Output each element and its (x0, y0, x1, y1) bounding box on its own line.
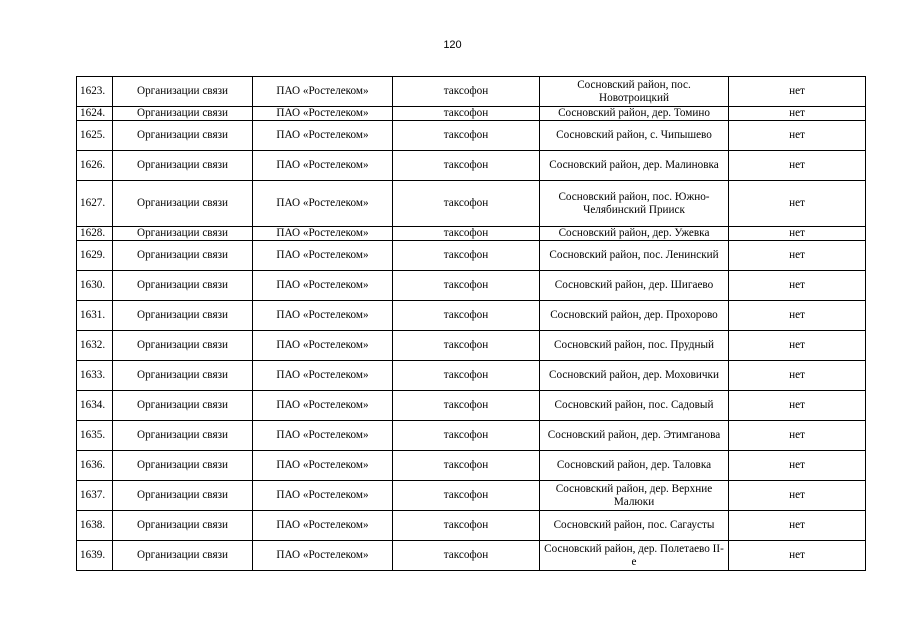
object-cell: таксофон (393, 121, 540, 151)
value-cell: нет (729, 241, 866, 271)
table-row (77, 391, 866, 421)
table-row (77, 361, 866, 391)
row-number: 1625. (77, 121, 113, 151)
value-cell: нет (729, 511, 866, 541)
row-number: 1630. (77, 271, 113, 301)
object-cell: таксофон (393, 451, 540, 481)
value-cell: нет (729, 271, 866, 301)
organization-cell: ПАО «Ростелеком» (253, 331, 393, 361)
table-row (77, 107, 866, 121)
location-cell: Сосновский район, пос. Прудный (540, 331, 729, 361)
value-cell: нет (729, 227, 866, 241)
object-cell: таксофон (393, 77, 540, 107)
object-cell: таксофон (393, 541, 540, 571)
organization-cell: ПАО «Ростелеком» (253, 271, 393, 301)
category-cell: Организации связи (113, 271, 253, 301)
row-number: 1631. (77, 301, 113, 331)
category-cell: Организации связи (113, 421, 253, 451)
location-cell: Сосновский район, дер. Томино (540, 107, 729, 121)
table-row (77, 151, 866, 181)
table-row (77, 301, 866, 331)
organization-cell: ПАО «Ростелеком» (253, 151, 393, 181)
row-number: 1623. (77, 77, 113, 107)
category-cell: Организации связи (113, 107, 253, 121)
object-cell: таксофон (393, 241, 540, 271)
row-number: 1637. (77, 481, 113, 511)
organization-cell: ПАО «Ростелеком» (253, 451, 393, 481)
object-cell: таксофон (393, 331, 540, 361)
location-cell: Сосновский район, дер. Ужевка (540, 227, 729, 241)
value-cell: нет (729, 181, 866, 227)
location-cell: Сосновский район, пос. Ленинский (540, 241, 729, 271)
category-cell: Организации связи (113, 331, 253, 361)
location-cell: Сосновский район, дер. Таловка (540, 451, 729, 481)
object-cell: таксофон (393, 181, 540, 227)
object-cell: таксофон (393, 511, 540, 541)
organization-cell: ПАО «Ростелеком» (253, 511, 393, 541)
category-cell: Организации связи (113, 511, 253, 541)
table-row (77, 77, 866, 107)
row-number: 1639. (77, 541, 113, 571)
row-number: 1629. (77, 241, 113, 271)
category-cell: Организации связи (113, 121, 253, 151)
data-table (76, 76, 866, 571)
category-cell: Организации связи (113, 151, 253, 181)
table-row (77, 181, 866, 227)
location-cell: Сосновский район, дер. Моховички (540, 361, 729, 391)
location-cell: Сосновский район, дер. Малиновка (540, 151, 729, 181)
table-body (77, 77, 866, 571)
location-cell: Сосновский район, пос. Садовый (540, 391, 729, 421)
organization-cell: ПАО «Ростелеком» (253, 121, 393, 151)
organization-cell: ПАО «Ростелеком» (253, 361, 393, 391)
table-row (77, 241, 866, 271)
value-cell: нет (729, 481, 866, 511)
value-cell: нет (729, 391, 866, 421)
category-cell: Организации связи (113, 391, 253, 421)
object-cell: таксофон (393, 391, 540, 421)
object-cell: таксофон (393, 271, 540, 301)
table-row (77, 271, 866, 301)
table-row (77, 421, 866, 451)
organization-cell: ПАО «Ростелеком» (253, 77, 393, 107)
location-cell: Сосновский район, с. Чипышево (540, 121, 729, 151)
category-cell: Организации связи (113, 451, 253, 481)
location-cell: Сосновский район, дер. Шигаево (540, 271, 729, 301)
object-cell: таксофон (393, 227, 540, 241)
value-cell: нет (729, 541, 866, 571)
value-cell: нет (729, 331, 866, 361)
category-cell: Организации связи (113, 227, 253, 241)
row-number: 1632. (77, 331, 113, 361)
category-cell: Организации связи (113, 541, 253, 571)
organization-cell: ПАО «Ростелеком» (253, 241, 393, 271)
table-row (77, 481, 866, 511)
value-cell: нет (729, 301, 866, 331)
organization-cell: ПАО «Ростелеком» (253, 227, 393, 241)
category-cell: Организации связи (113, 181, 253, 227)
row-number: 1626. (77, 151, 113, 181)
location-cell: Сосновский район, дер. Прохорово (540, 301, 729, 331)
category-cell: Организации связи (113, 301, 253, 331)
object-cell: таксофон (393, 421, 540, 451)
row-number: 1634. (77, 391, 113, 421)
row-number: 1633. (77, 361, 113, 391)
category-cell: Организации связи (113, 77, 253, 107)
location-cell: Сосновский район, дер. Верхние Малюки (540, 481, 729, 511)
object-cell: таксофон (393, 481, 540, 511)
organization-cell: ПАО «Ростелеком» (253, 481, 393, 511)
organization-cell: ПАО «Ростелеком» (253, 301, 393, 331)
object-cell: таксофон (393, 361, 540, 391)
value-cell: нет (729, 107, 866, 121)
table-row (77, 451, 866, 481)
row-number: 1636. (77, 451, 113, 481)
value-cell: нет (729, 77, 866, 107)
organization-cell: ПАО «Ростелеком» (253, 541, 393, 571)
table-row (77, 227, 866, 241)
location-cell: Сосновский район, пос. Сагаусты (540, 511, 729, 541)
row-number: 1635. (77, 421, 113, 451)
value-cell: нет (729, 151, 866, 181)
object-cell: таксофон (393, 107, 540, 121)
organization-cell: ПАО «Ростелеком» (253, 391, 393, 421)
object-cell: таксофон (393, 301, 540, 331)
location-cell: Сосновский район, пос. Новотроицкий (540, 77, 729, 107)
value-cell: нет (729, 421, 866, 451)
table-row (77, 121, 866, 151)
location-cell: Сосновский район, пос. Южно-Челябинский Прииск (540, 181, 729, 227)
category-cell: Организации связи (113, 241, 253, 271)
object-cell: таксофон (393, 151, 540, 181)
value-cell: нет (729, 451, 866, 481)
table-row (77, 541, 866, 571)
value-cell: нет (729, 361, 866, 391)
row-number: 1624. (77, 107, 113, 121)
organization-cell: ПАО «Ростелеком» (253, 181, 393, 227)
page-number: 120 (443, 39, 462, 51)
row-number: 1638. (77, 511, 113, 541)
location-cell: Сосновский район, дер. Полетаево II-е (540, 541, 729, 571)
value-cell: нет (729, 121, 866, 151)
table-row (77, 511, 866, 541)
row-number: 1627. (77, 181, 113, 227)
table-row (77, 331, 866, 361)
row-number: 1628. (77, 227, 113, 241)
location-cell: Сосновский район, дер. Этимганова (540, 421, 729, 451)
organization-cell: ПАО «Ростелеком» (253, 421, 393, 451)
organization-cell: ПАО «Ростелеком» (253, 107, 393, 121)
category-cell: Организации связи (113, 361, 253, 391)
category-cell: Организации связи (113, 481, 253, 511)
